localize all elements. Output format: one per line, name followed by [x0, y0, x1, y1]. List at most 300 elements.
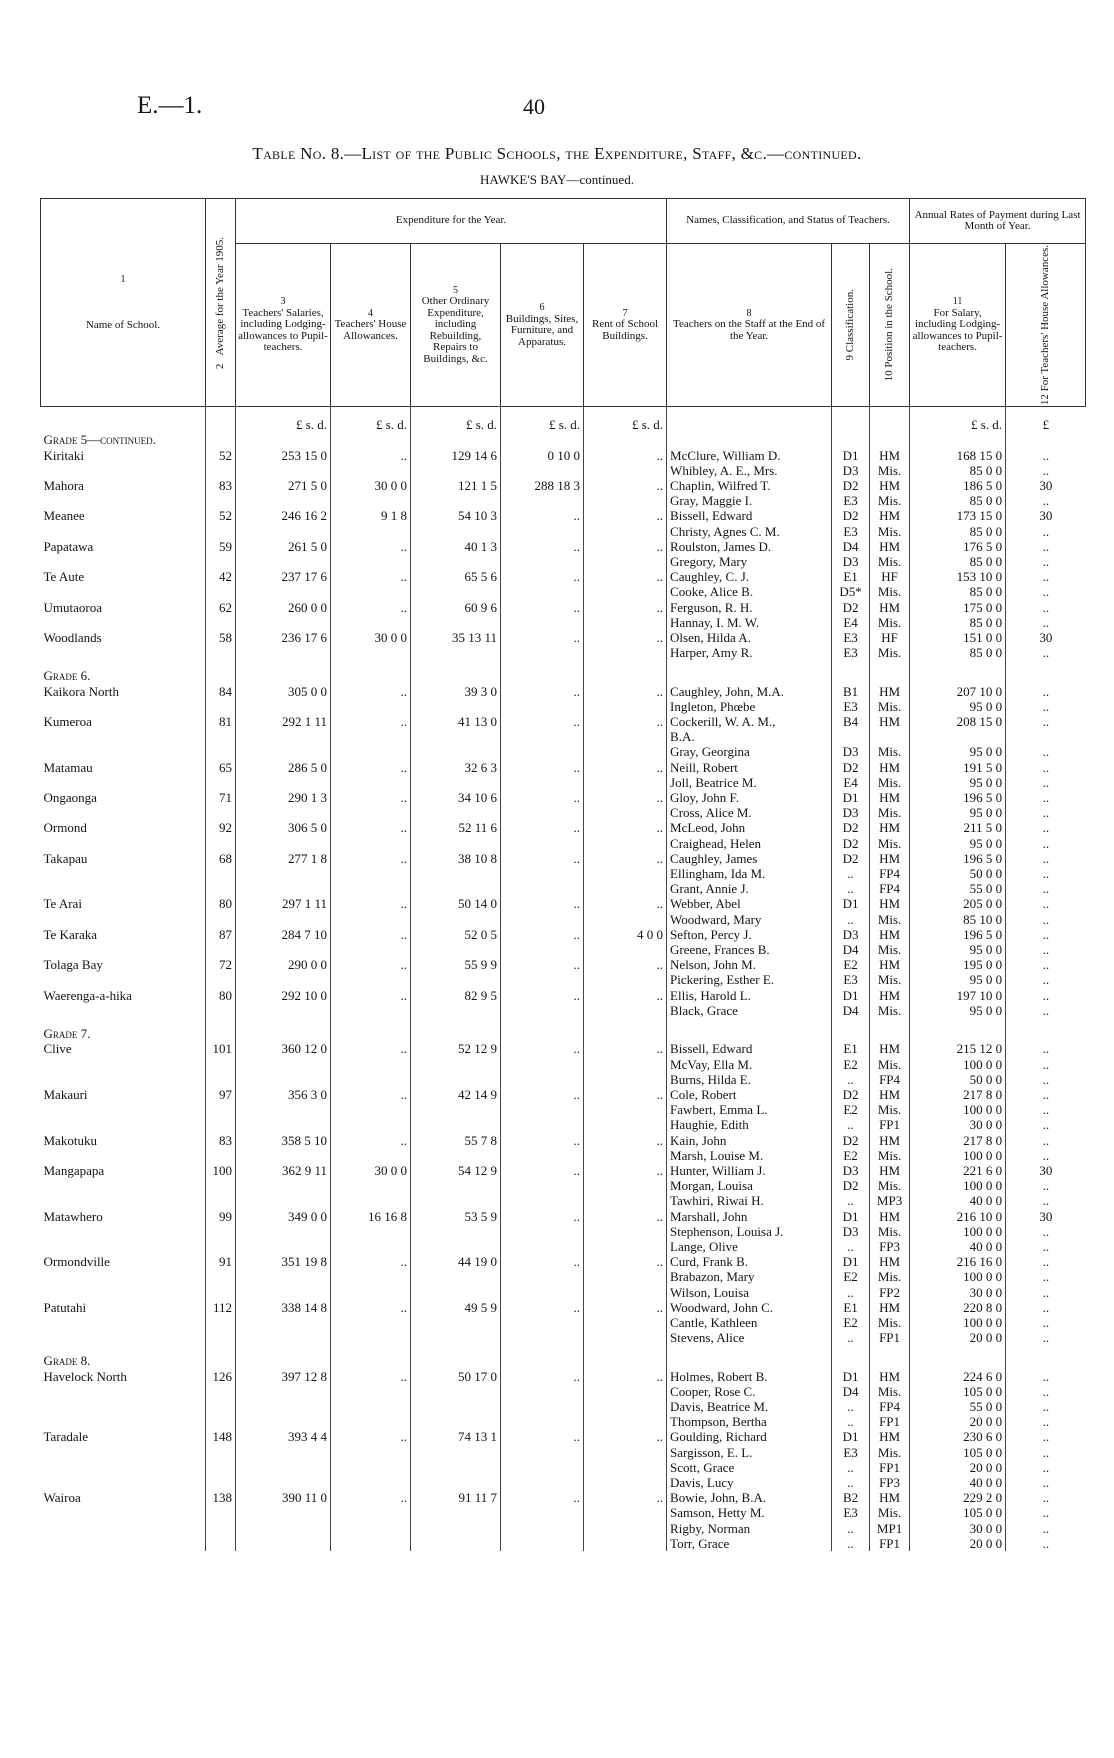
cell-avg: 42 [206, 569, 236, 584]
cell-other: 44 19 0 [411, 1254, 501, 1269]
cell-sal: 286 5 0 [236, 760, 331, 775]
cell-bld: .. [501, 760, 584, 775]
cell-house: .. [331, 988, 411, 1003]
cell-bld: .. [501, 790, 584, 805]
cell-bld: .. [501, 896, 584, 911]
cell-cls: D1 [832, 1209, 870, 1224]
cell-house: .. [331, 790, 411, 805]
cell-cls: .. [832, 1072, 870, 1087]
cell-rent: .. [584, 714, 667, 729]
cell-school: Woodlands [43, 630, 102, 646]
cell-teacher: Kain, John [667, 1133, 832, 1148]
cell-teacher: Brabazon, Mary [667, 1269, 832, 1284]
cell-house: 30 0 0 [331, 630, 411, 645]
cell-school: Tolaga Bay [43, 957, 103, 973]
school-row [41, 790, 1086, 805]
cell-school: Wairoa [43, 1490, 81, 1506]
cell-cls: E2 [832, 1269, 870, 1284]
cell-cls: .. [832, 1193, 870, 1208]
cell-house: 30 0 0 [331, 478, 411, 493]
cell-cls: D2 [832, 760, 870, 775]
teacher-row [41, 1315, 1086, 1330]
cell-rate: 95 0 0 [910, 699, 1006, 714]
cell-pos: HM [870, 1254, 910, 1269]
cell-hr: .. [1006, 851, 1086, 866]
cell-school: Mahora [43, 477, 84, 493]
cell-cls: .. [832, 1521, 870, 1536]
cell-teacher: Woodward, John C. [667, 1300, 832, 1315]
cell-hr: 30 [1006, 1209, 1086, 1224]
cell-hr: .. [1006, 524, 1086, 539]
cell-rate: 85 0 0 [910, 524, 1006, 539]
cell-rate: 95 0 0 [910, 1003, 1006, 1018]
cell-rent: .. [584, 539, 667, 554]
cell-school: Clive [43, 1041, 72, 1057]
cell-pos: Mis. [870, 615, 910, 630]
cell-hr: .. [1006, 1384, 1086, 1399]
cell-school: Makotuku [43, 1132, 97, 1148]
cell-rate: 95 0 0 [910, 836, 1006, 851]
cell-house: 16 16 8 [331, 1209, 411, 1224]
cell-other: 52 0 5 [411, 927, 501, 942]
cell-teacher: Burns, Hilda E. [667, 1072, 832, 1087]
cell-teacher: Lange, Olive [667, 1239, 832, 1254]
cell-teacher: Craighead, Helen [667, 836, 832, 851]
cell-rent: .. [584, 1369, 667, 1384]
cell-cls: D4 [832, 1003, 870, 1018]
cell-pos: Mis. [870, 912, 910, 927]
cell-teacher: Ingleton, Phœbe [667, 699, 832, 714]
cell-hr: .. [1006, 1117, 1086, 1132]
cell-teacher: Bissell, Edward [667, 508, 832, 523]
cell-other: 32 6 3 [411, 760, 501, 775]
cell-rate: 151 0 0 [910, 630, 1006, 645]
cell-other: 91 11 7 [411, 1490, 501, 1505]
cell-rent: .. [584, 448, 667, 463]
cell-sal: 292 1 11 [236, 714, 331, 729]
cell-rate: 105 0 0 [910, 1384, 1006, 1399]
cell-cls: D1 [832, 1254, 870, 1269]
cell-bld: 0 10 0 [501, 448, 584, 463]
cell-other: 60 9 6 [411, 600, 501, 615]
cell-bld: .. [501, 1254, 584, 1269]
cell-cls: .. [832, 1239, 870, 1254]
cell-cls: D2 [832, 851, 870, 866]
teacher-row [41, 836, 1086, 851]
cell-rate: 105 0 0 [910, 1505, 1006, 1520]
cell-school: Matamau [43, 759, 93, 775]
cell-sal: 397 12 8 [236, 1369, 331, 1384]
cell-hr: .. [1006, 584, 1086, 599]
cell-bld: .. [501, 851, 584, 866]
cell-cls: .. [832, 866, 870, 881]
cell-house: .. [331, 539, 411, 554]
cell-hr: .. [1006, 775, 1086, 790]
cell-cls: D1 [832, 790, 870, 805]
cell-house: 30 0 0 [331, 1163, 411, 1178]
cell-sal: 351 19 8 [236, 1254, 331, 1269]
cell-teacher: Hunter, William J. [667, 1163, 832, 1178]
cell-teacher: Wilson, Louisa [667, 1285, 832, 1300]
cell-rent: .. [584, 1490, 667, 1505]
cell-other: 39 3 0 [411, 684, 501, 699]
cell-pos: Mis. [870, 1445, 910, 1460]
teacher-row [41, 1536, 1086, 1551]
cell-rate: 224 6 0 [910, 1369, 1006, 1384]
cell-other: 54 10 3 [411, 508, 501, 523]
cell-hr: .. [1006, 493, 1086, 508]
cell-hr: .. [1006, 1193, 1086, 1208]
cell-teacher: Sefton, Percy J. [667, 927, 832, 942]
cell-teacher: Scott, Grace [667, 1460, 832, 1475]
cell-pos: FP4 [870, 866, 910, 881]
table-subtitle: HAWKE'S BAY—continued. [480, 172, 634, 187]
cell-cls: E3 [832, 630, 870, 645]
cell-teacher: Ellis, Harold L. [667, 988, 832, 1003]
cell-teacher: Greene, Frances B. [667, 942, 832, 957]
cell-hr: .. [1006, 1429, 1086, 1444]
teacher-row [41, 912, 1086, 927]
cell-sal: 349 0 0 [236, 1209, 331, 1224]
cell-pos: MP1 [870, 1521, 910, 1536]
cell-rate: 196 5 0 [910, 851, 1006, 866]
school-row [41, 448, 1086, 463]
cell-hr: .. [1006, 1269, 1086, 1284]
cell-rate: 40 0 0 [910, 1475, 1006, 1490]
school-row [41, 630, 1086, 645]
cell-teacher: Tawhiri, Riwai H. [667, 1193, 832, 1208]
cell-rate: 20 0 0 [910, 1460, 1006, 1475]
cell-teacher: Joll, Beatrice M. [667, 775, 832, 790]
cell-rate: 95 0 0 [910, 942, 1006, 957]
cell-teacher: Chaplin, Wilfred T. [667, 478, 832, 493]
cell-sal: 306 5 0 [236, 820, 331, 835]
cell-rent: .. [584, 478, 667, 493]
cell-rate: 50 0 0 [910, 1072, 1006, 1087]
cell-bld: .. [501, 569, 584, 584]
cell-cls: E1 [832, 569, 870, 584]
header-average: 2 Average for the Year 1905. [206, 199, 236, 407]
cell-hr: .. [1006, 1460, 1086, 1475]
cell-rent: .. [584, 1429, 667, 1444]
cell-pos: FP1 [870, 1117, 910, 1132]
cell-teacher: Sargisson, E. L. [667, 1445, 832, 1460]
cell-rate: 100 0 0 [910, 1148, 1006, 1163]
units-row: £ s. d. £ s. d. £ s. d. £ s. d. £ s. d. £ s. d. £ [41, 407, 1086, 433]
cell-other: 52 12 9 [411, 1041, 501, 1056]
cell-cls: .. [832, 1285, 870, 1300]
cell-rate: 215 12 0 [910, 1041, 1006, 1056]
teacher-row [41, 1399, 1086, 1414]
cell-cls: .. [832, 1460, 870, 1475]
cell-cls: .. [832, 1414, 870, 1429]
cell-hr: .. [1006, 600, 1086, 615]
teacher-row [41, 1414, 1086, 1429]
cell-pos: HM [870, 851, 910, 866]
cell-cls: .. [832, 881, 870, 896]
cell-cls: D3 [832, 805, 870, 820]
cell-school: Mangapapa [43, 1162, 105, 1178]
cell-pos: HM [870, 1490, 910, 1505]
school-row [41, 851, 1086, 866]
cell-avg: 87 [206, 927, 236, 942]
cell-rate: 40 0 0 [910, 1239, 1006, 1254]
cell-rate: 85 0 0 [910, 493, 1006, 508]
cell-avg: 92 [206, 820, 236, 835]
teacher-row [41, 463, 1086, 478]
header-position: 10 Position in the School. [870, 244, 910, 407]
cell-pos: HM [870, 1369, 910, 1384]
cell-pos: FP1 [870, 1330, 910, 1345]
cell-hr: .. [1006, 790, 1086, 805]
cell-cls: D2 [832, 508, 870, 523]
grade-heading-row [41, 1353, 1086, 1368]
cell-bld: .. [501, 1490, 584, 1505]
cell-house: .. [331, 820, 411, 835]
cell-rate: 173 15 0 [910, 508, 1006, 523]
header-names-group: Names, Classification, and Status of Teachers. [667, 199, 910, 244]
cell-hr: .. [1006, 1475, 1086, 1490]
cell-rent: .. [584, 508, 667, 523]
cell-hr: .. [1006, 1239, 1086, 1254]
cell-hr: .. [1006, 1178, 1086, 1193]
cell-pos: HM [870, 478, 910, 493]
cell-pos: Mis. [870, 805, 910, 820]
cell-pos: HM [870, 684, 910, 699]
cell-teacher: Roulston, James D. [667, 539, 832, 554]
cell-school: Takapau [43, 850, 88, 866]
cell-other: 34 10 6 [411, 790, 501, 805]
cell-pos: Mis. [870, 1505, 910, 1520]
cell-pos: Mis. [870, 775, 910, 790]
header-other-expenditure: 5 Other Ordinary Expenditure, including Rebuilding, Repairs to Buildings, &c. [411, 244, 501, 407]
cell-other: 55 9 9 [411, 957, 501, 972]
school-row [41, 1087, 1086, 1102]
cell-house: .. [331, 684, 411, 699]
cell-house: 9 1 8 [331, 508, 411, 523]
cell-rate: 85 0 0 [910, 584, 1006, 599]
cell-cls: D2 [832, 478, 870, 493]
cell-pos: HM [870, 820, 910, 835]
cell-pos: Mis. [870, 1102, 910, 1117]
cell-pos: MP3 [870, 1193, 910, 1208]
cell-other: 42 14 9 [411, 1087, 501, 1102]
cell-teacher: McVay, Ella M. [667, 1057, 832, 1072]
cell-rate: 20 0 0 [910, 1536, 1006, 1551]
teacher-row [41, 1285, 1086, 1300]
cell-bld: .. [501, 630, 584, 645]
teacher-row [41, 972, 1086, 987]
cell-pos: FP4 [870, 881, 910, 896]
cell-cls: D2 [832, 820, 870, 835]
cell-sal: 236 17 6 [236, 630, 331, 645]
cell-teacher: Caughley, John, M.A. [667, 684, 832, 699]
teacher-row [41, 881, 1086, 896]
cell-cls: D1 [832, 448, 870, 463]
teacher-row [41, 1521, 1086, 1536]
cell-hr: .. [1006, 988, 1086, 1003]
cell-sal: 290 0 0 [236, 957, 331, 972]
cell-teacher: Black, Grace [667, 1003, 832, 1018]
cell-house: .. [331, 851, 411, 866]
cell-school: Grade 8. [43, 1353, 91, 1369]
cell-cls: E3 [832, 1445, 870, 1460]
cell-pos: HM [870, 1163, 910, 1178]
cell-cls: D2 [832, 600, 870, 615]
cell-teacher: Caughley, C. J. [667, 569, 832, 584]
cell-hr: .. [1006, 645, 1086, 660]
cell-rate: 217 8 0 [910, 1087, 1006, 1102]
cell-cls: E3 [832, 493, 870, 508]
cell-pos: FP3 [870, 1239, 910, 1254]
cell-rate: 20 0 0 [910, 1330, 1006, 1345]
cell-pos: Mis. [870, 493, 910, 508]
cell-cls: D3 [832, 554, 870, 569]
cell-avg: 80 [206, 988, 236, 1003]
cell-cls: E1 [832, 1041, 870, 1056]
cell-teacher: Curd, Frank B. [667, 1254, 832, 1269]
teacher-row [41, 1003, 1086, 1018]
cell-pos: Mis. [870, 645, 910, 660]
header-teachers: 8 Teachers on the Staff at the End of the Year. [667, 244, 832, 407]
teacher-row [41, 1505, 1086, 1520]
school-row [41, 1209, 1086, 1224]
cell-house: .. [331, 1490, 411, 1505]
teacher-row [41, 1148, 1086, 1163]
cell-other: 40 1 3 [411, 539, 501, 554]
cell-cls: D1 [832, 1369, 870, 1384]
cell-avg: 83 [206, 1133, 236, 1148]
cell-avg: 52 [206, 508, 236, 523]
cell-house: .. [331, 1429, 411, 1444]
header-classification: 9 Classification. [832, 244, 870, 407]
cell-rate: 30 0 0 [910, 1117, 1006, 1132]
cell-pos: Mis. [870, 1315, 910, 1330]
cell-school: Te Arai [43, 896, 82, 912]
cell-teacher: Neill, Robert [667, 760, 832, 775]
cell-teacher: Haughie, Edith [667, 1117, 832, 1132]
cell-teacher: Gray, Georgina [667, 744, 832, 759]
cell-teacher: Pickering, Esther E. [667, 972, 832, 987]
grade-heading-row [41, 668, 1086, 683]
cell-rate: 100 0 0 [910, 1102, 1006, 1117]
school-row [41, 1163, 1086, 1178]
cell-cls: E4 [832, 615, 870, 630]
cell-cls: D4 [832, 942, 870, 957]
cell-pos: FP4 [870, 1399, 910, 1414]
cell-school: Kumeroa [43, 714, 92, 730]
cell-teacher: Stevens, Alice [667, 1330, 832, 1345]
cell-pos: Mis. [870, 836, 910, 851]
cell-bld: .. [501, 1133, 584, 1148]
cell-sal: 393 4 4 [236, 1429, 331, 1444]
school-row [41, 896, 1086, 911]
school-row [41, 957, 1086, 972]
cell-cls: D2 [832, 1133, 870, 1148]
cell-rate: 85 0 0 [910, 645, 1006, 660]
cell-teacher: Marsh, Louise M. [667, 1148, 832, 1163]
cell-rent: .. [584, 988, 667, 1003]
cell-house: .. [331, 1300, 411, 1315]
cell-pos: FP1 [870, 1536, 910, 1551]
cell-house: .. [331, 957, 411, 972]
cell-rent: .. [584, 1254, 667, 1269]
header-house-allowances: 4 Teachers' House Allowances. [331, 244, 411, 407]
cell-hr: .. [1006, 448, 1086, 463]
cell-other: 50 17 0 [411, 1369, 501, 1384]
school-row [41, 714, 1086, 729]
cell-cls: D4 [832, 539, 870, 554]
cell-cls: B1 [832, 684, 870, 699]
cell-pos: Mis. [870, 1057, 910, 1072]
cell-pos: HM [870, 1041, 910, 1056]
cell-rent: .. [584, 957, 667, 972]
cell-rate: 216 10 0 [910, 1209, 1006, 1224]
cell-school: Patutahi [43, 1299, 87, 1315]
cell-sal: 305 0 0 [236, 684, 331, 699]
cell-school: Kaikora North [43, 683, 119, 699]
cell-house: .. [331, 1254, 411, 1269]
cell-bld: .. [501, 1429, 584, 1444]
cell-pos: HM [870, 927, 910, 942]
cell-cls: .. [832, 1117, 870, 1132]
cell-avg: 112 [206, 1300, 236, 1315]
cell-hr: .. [1006, 1414, 1086, 1429]
cell-other: 74 13 1 [411, 1429, 501, 1444]
cell-rent: .. [584, 1163, 667, 1178]
cell-avg: 99 [206, 1209, 236, 1224]
teacher-row [41, 1269, 1086, 1284]
cell-house: .. [331, 896, 411, 911]
cell-hr: .. [1006, 1369, 1086, 1384]
teacher-row [41, 1384, 1086, 1399]
cell-cls: E2 [832, 1057, 870, 1072]
teacher-row [41, 554, 1086, 569]
cell-hr: 30 [1006, 630, 1086, 645]
cell-teacher: Cantle, Kathleen [667, 1315, 832, 1330]
school-row [41, 760, 1086, 775]
cell-teacher: McClure, William D. [667, 448, 832, 463]
school-row [41, 508, 1086, 523]
cell-avg: 84 [206, 684, 236, 699]
cell-cls: D3 [832, 1224, 870, 1239]
cell-bld: .. [501, 508, 584, 523]
grade-spacer [41, 1345, 1086, 1353]
cell-hr: .. [1006, 1133, 1086, 1148]
cell-cls: .. [832, 1399, 870, 1414]
cell-hr: .. [1006, 1148, 1086, 1163]
cell-rent: .. [584, 1209, 667, 1224]
teacher-row [41, 645, 1086, 660]
cell-teacher: Stephenson, Louisa J. [667, 1224, 832, 1239]
cell-hr: .. [1006, 1505, 1086, 1520]
cell-hr: .. [1006, 569, 1086, 584]
cell-hr: .. [1006, 1224, 1086, 1239]
cell-pos: HM [870, 896, 910, 911]
cell-other: 54 12 9 [411, 1163, 501, 1178]
page-identifier: E.—1. [137, 92, 203, 119]
cell-school: Ormond [43, 820, 87, 836]
cell-rate: 100 0 0 [910, 1269, 1006, 1284]
cell-hr: .. [1006, 1057, 1086, 1072]
cell-teacher: B.A. [667, 729, 832, 744]
cell-rate: 197 10 0 [910, 988, 1006, 1003]
school-row [41, 1300, 1086, 1315]
cell-school: Meanee [43, 508, 85, 524]
cell-school: Matawhero [43, 1208, 103, 1224]
cell-house: .. [331, 448, 411, 463]
cell-house: .. [331, 569, 411, 584]
